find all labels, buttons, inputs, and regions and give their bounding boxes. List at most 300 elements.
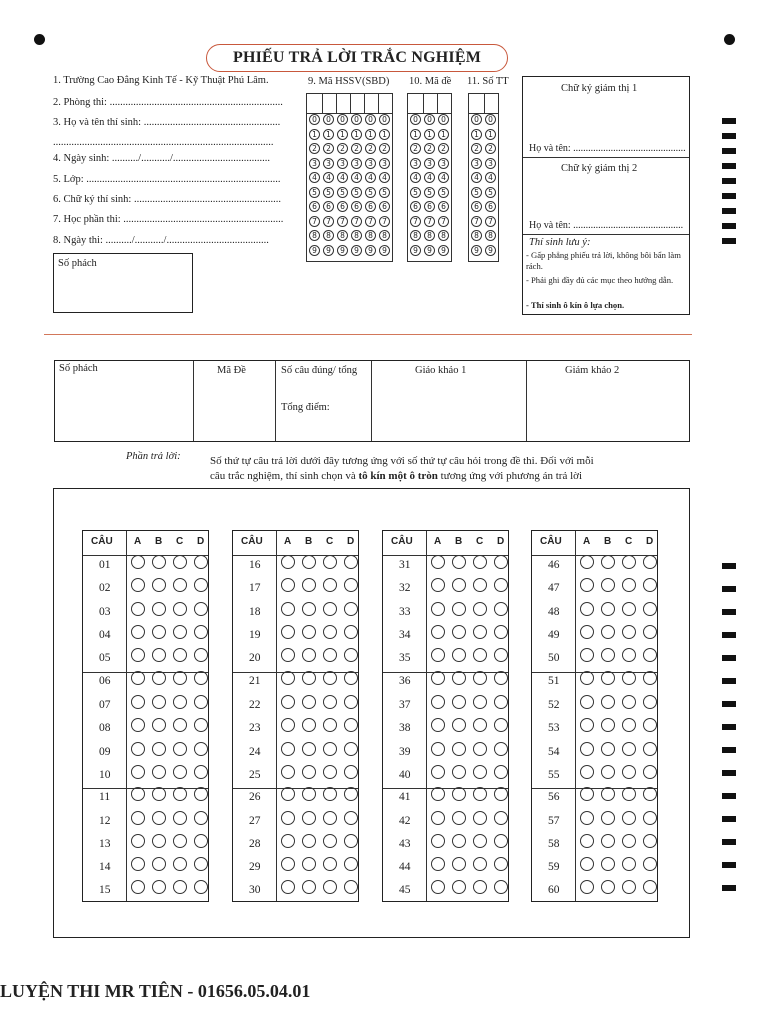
digit-bubble[interactable]: 8 <box>438 230 449 241</box>
answer-bubble[interactable] <box>281 765 295 779</box>
answer-bubble[interactable] <box>173 742 187 756</box>
answer-bubble[interactable] <box>431 787 445 801</box>
answer-bubble[interactable] <box>173 718 187 732</box>
answer-bubble[interactable] <box>323 555 337 569</box>
answer-bubble[interactable] <box>173 625 187 639</box>
answer-bubble[interactable] <box>302 787 316 801</box>
digit-bubble[interactable]: 2 <box>471 143 482 154</box>
answer-bubble[interactable] <box>473 834 487 848</box>
digit-bubble[interactable]: 5 <box>424 187 435 198</box>
answer-bubble[interactable] <box>601 787 615 801</box>
answer-bubble[interactable] <box>452 811 466 825</box>
answer-bubble[interactable] <box>452 718 466 732</box>
answer-bubble[interactable] <box>452 834 466 848</box>
digit-bubble[interactable]: 6 <box>438 201 449 212</box>
digit-bubble[interactable]: 3 <box>485 158 496 169</box>
answer-bubble[interactable] <box>152 742 166 756</box>
answer-bubble[interactable] <box>173 857 187 871</box>
answer-bubble[interactable] <box>643 625 657 639</box>
digit-bubble[interactable]: 3 <box>365 158 376 169</box>
answer-bubble[interactable] <box>473 811 487 825</box>
answer-bubble[interactable] <box>622 718 636 732</box>
digit-bubble[interactable]: 9 <box>337 245 348 256</box>
digit-bubble[interactable]: 3 <box>424 158 435 169</box>
digit-bubble[interactable]: 7 <box>365 216 376 227</box>
answer-bubble[interactable] <box>302 765 316 779</box>
digit-bubble[interactable]: 0 <box>337 114 348 125</box>
digit-bubble[interactable]: 3 <box>351 158 362 169</box>
answer-bubble[interactable] <box>601 648 615 662</box>
answer-bubble[interactable] <box>622 578 636 592</box>
digit-bubble[interactable]: 8 <box>365 230 376 241</box>
digit-bubble[interactable]: 6 <box>337 201 348 212</box>
answer-bubble[interactable] <box>131 742 145 756</box>
answer-bubble[interactable] <box>431 765 445 779</box>
answer-bubble[interactable] <box>302 811 316 825</box>
answer-bubble[interactable] <box>131 787 145 801</box>
digit-bubble[interactable]: 7 <box>410 216 421 227</box>
answer-bubble[interactable] <box>494 602 508 616</box>
answer-bubble[interactable] <box>643 648 657 662</box>
answer-bubble[interactable] <box>194 695 208 709</box>
answer-bubble[interactable] <box>302 671 316 685</box>
answer-bubble[interactable] <box>494 880 508 894</box>
digit-bubble[interactable]: 5 <box>471 187 482 198</box>
answer-bubble[interactable] <box>643 742 657 756</box>
digit-bubble[interactable]: 6 <box>424 201 435 212</box>
answer-bubble[interactable] <box>452 555 466 569</box>
digit-bubble[interactable]: 2 <box>323 143 334 154</box>
answer-bubble[interactable] <box>152 718 166 732</box>
answer-bubble[interactable] <box>431 671 445 685</box>
answer-bubble[interactable] <box>281 811 295 825</box>
digit-bubble[interactable]: 1 <box>379 129 390 140</box>
digit-bubble[interactable]: 2 <box>365 143 376 154</box>
answer-bubble[interactable] <box>452 648 466 662</box>
answer-bubble[interactable] <box>152 555 166 569</box>
answer-bubble[interactable] <box>601 695 615 709</box>
answer-bubble[interactable] <box>473 765 487 779</box>
answer-bubble[interactable] <box>452 578 466 592</box>
answer-bubble[interactable] <box>173 787 187 801</box>
answer-bubble[interactable] <box>302 648 316 662</box>
digit-bubble[interactable]: 2 <box>337 143 348 154</box>
answer-bubble[interactable] <box>323 834 337 848</box>
digit-bubble[interactable]: 7 <box>471 216 482 227</box>
answer-bubble[interactable] <box>580 671 594 685</box>
answer-bubble[interactable] <box>580 695 594 709</box>
answer-bubble[interactable] <box>431 695 445 709</box>
answer-bubble[interactable] <box>473 625 487 639</box>
digit-bubble[interactable]: 4 <box>323 172 334 183</box>
answer-bubble[interactable] <box>580 578 594 592</box>
digit-bubble[interactable]: 3 <box>471 158 482 169</box>
answer-bubble[interactable] <box>281 555 295 569</box>
digit-bubble[interactable]: 5 <box>485 187 496 198</box>
answer-bubble[interactable] <box>580 857 594 871</box>
answer-bubble[interactable] <box>281 857 295 871</box>
answer-bubble[interactable] <box>580 880 594 894</box>
digit-bubble[interactable]: 7 <box>309 216 320 227</box>
digit-bubble[interactable]: 9 <box>379 245 390 256</box>
answer-bubble[interactable] <box>643 880 657 894</box>
digit-bubble[interactable]: 6 <box>471 201 482 212</box>
answer-bubble[interactable] <box>622 648 636 662</box>
answer-bubble[interactable] <box>131 578 145 592</box>
answer-bubble[interactable] <box>152 787 166 801</box>
digit-bubble[interactable]: 7 <box>323 216 334 227</box>
digit-bubble[interactable]: 5 <box>309 187 320 198</box>
answer-bubble[interactable] <box>494 718 508 732</box>
answer-bubble[interactable] <box>452 787 466 801</box>
digit-bubble[interactable]: 9 <box>351 245 362 256</box>
answer-bubble[interactable] <box>601 555 615 569</box>
answer-bubble[interactable] <box>131 555 145 569</box>
answer-bubble[interactable] <box>281 880 295 894</box>
answer-bubble[interactable] <box>281 625 295 639</box>
answer-bubble[interactable] <box>494 811 508 825</box>
digit-bubble[interactable]: 5 <box>337 187 348 198</box>
digit-bubble[interactable]: 7 <box>424 216 435 227</box>
answer-bubble[interactable] <box>452 695 466 709</box>
answer-bubble[interactable] <box>302 834 316 848</box>
answer-bubble[interactable] <box>643 718 657 732</box>
digit-bubble[interactable]: 8 <box>379 230 390 241</box>
answer-bubble[interactable] <box>494 671 508 685</box>
answer-bubble[interactable] <box>302 602 316 616</box>
answer-bubble[interactable] <box>131 765 145 779</box>
answer-bubble[interactable] <box>622 625 636 639</box>
answer-bubble[interactable] <box>580 811 594 825</box>
answer-bubble[interactable] <box>344 857 358 871</box>
answer-bubble[interactable] <box>152 671 166 685</box>
answer-bubble[interactable] <box>281 648 295 662</box>
answer-bubble[interactable] <box>643 578 657 592</box>
digit-bubble[interactable]: 6 <box>485 201 496 212</box>
digit-bubble[interactable]: 6 <box>365 201 376 212</box>
answer-bubble[interactable] <box>131 834 145 848</box>
digit-bubble[interactable]: 9 <box>438 245 449 256</box>
answer-bubble[interactable] <box>194 857 208 871</box>
answer-bubble[interactable] <box>173 765 187 779</box>
answer-bubble[interactable] <box>344 742 358 756</box>
answer-bubble[interactable] <box>323 787 337 801</box>
answer-bubble[interactable] <box>323 671 337 685</box>
answer-bubble[interactable] <box>344 555 358 569</box>
answer-bubble[interactable] <box>152 648 166 662</box>
answer-bubble[interactable] <box>473 555 487 569</box>
digit-bubble[interactable]: 8 <box>337 230 348 241</box>
answer-bubble[interactable] <box>344 625 358 639</box>
digit-bubble[interactable]: 1 <box>309 129 320 140</box>
answer-bubble[interactable] <box>494 765 508 779</box>
answer-bubble[interactable] <box>622 834 636 848</box>
answer-bubble[interactable] <box>431 742 445 756</box>
answer-bubble[interactable] <box>323 765 337 779</box>
answer-bubble[interactable] <box>194 765 208 779</box>
answer-bubble[interactable] <box>580 625 594 639</box>
answer-bubble[interactable] <box>643 765 657 779</box>
answer-bubble[interactable] <box>494 625 508 639</box>
digit-bubble[interactable]: 0 <box>351 114 362 125</box>
digit-bubble[interactable]: 7 <box>337 216 348 227</box>
digit-bubble[interactable]: 8 <box>323 230 334 241</box>
answer-bubble[interactable] <box>323 602 337 616</box>
digit-bubble[interactable]: 0 <box>438 114 449 125</box>
answer-bubble[interactable] <box>323 718 337 732</box>
answer-bubble[interactable] <box>344 695 358 709</box>
digit-bubble[interactable]: 7 <box>379 216 390 227</box>
answer-bubble[interactable] <box>622 695 636 709</box>
answer-bubble[interactable] <box>473 857 487 871</box>
digit-bubble[interactable]: 9 <box>410 245 421 256</box>
answer-bubble[interactable] <box>622 880 636 894</box>
answer-bubble[interactable] <box>643 555 657 569</box>
answer-bubble[interactable] <box>452 765 466 779</box>
answer-bubble[interactable] <box>302 555 316 569</box>
answer-bubble[interactable] <box>431 811 445 825</box>
answer-bubble[interactable] <box>281 718 295 732</box>
digit-bubble[interactable]: 8 <box>410 230 421 241</box>
digit-bubble[interactable]: 4 <box>485 172 496 183</box>
digit-bubble[interactable]: 9 <box>424 245 435 256</box>
answer-bubble[interactable] <box>131 648 145 662</box>
answer-bubble[interactable] <box>323 811 337 825</box>
answer-bubble[interactable] <box>494 695 508 709</box>
answer-bubble[interactable] <box>431 602 445 616</box>
answer-bubble[interactable] <box>344 671 358 685</box>
digit-bubble[interactable]: 6 <box>379 201 390 212</box>
digit-bubble[interactable]: 6 <box>309 201 320 212</box>
digit-bubble[interactable]: 1 <box>424 129 435 140</box>
answer-bubble[interactable] <box>643 602 657 616</box>
answer-bubble[interactable] <box>302 625 316 639</box>
answer-bubble[interactable] <box>173 811 187 825</box>
digit-bubble[interactable]: 2 <box>379 143 390 154</box>
answer-bubble[interactable] <box>580 834 594 848</box>
answer-bubble[interactable] <box>601 625 615 639</box>
answer-bubble[interactable] <box>622 811 636 825</box>
answer-bubble[interactable] <box>622 765 636 779</box>
answer-bubble[interactable] <box>601 880 615 894</box>
answer-bubble[interactable] <box>601 834 615 848</box>
answer-bubble[interactable] <box>580 648 594 662</box>
answer-bubble[interactable] <box>494 555 508 569</box>
answer-bubble[interactable] <box>580 765 594 779</box>
digit-bubble[interactable]: 5 <box>410 187 421 198</box>
digit-bubble[interactable]: 1 <box>471 129 482 140</box>
answer-bubble[interactable] <box>194 811 208 825</box>
digit-bubble[interactable]: 6 <box>410 201 421 212</box>
answer-bubble[interactable] <box>173 648 187 662</box>
answer-bubble[interactable] <box>643 857 657 871</box>
answer-bubble[interactable] <box>323 695 337 709</box>
digit-bubble[interactable]: 4 <box>438 172 449 183</box>
digit-bubble[interactable]: 9 <box>485 245 496 256</box>
answer-bubble[interactable] <box>344 718 358 732</box>
digit-bubble[interactable]: 4 <box>337 172 348 183</box>
answer-bubble[interactable] <box>452 625 466 639</box>
answer-bubble[interactable] <box>494 742 508 756</box>
digit-bubble[interactable]: 4 <box>365 172 376 183</box>
answer-bubble[interactable] <box>643 811 657 825</box>
answer-bubble[interactable] <box>281 742 295 756</box>
answer-bubble[interactable] <box>494 787 508 801</box>
answer-bubble[interactable] <box>452 742 466 756</box>
answer-bubble[interactable] <box>131 695 145 709</box>
answer-bubble[interactable] <box>344 811 358 825</box>
answer-bubble[interactable] <box>473 880 487 894</box>
answer-bubble[interactable] <box>152 602 166 616</box>
answer-bubble[interactable] <box>302 578 316 592</box>
answer-bubble[interactable] <box>431 648 445 662</box>
digit-bubble[interactable]: 5 <box>323 187 334 198</box>
digit-bubble[interactable]: 4 <box>424 172 435 183</box>
answer-bubble[interactable] <box>194 834 208 848</box>
answer-bubble[interactable] <box>473 742 487 756</box>
answer-bubble[interactable] <box>131 811 145 825</box>
answer-bubble[interactable] <box>601 811 615 825</box>
digit-bubble[interactable]: 8 <box>309 230 320 241</box>
answer-bubble[interactable] <box>344 602 358 616</box>
digit-bubble[interactable]: 3 <box>379 158 390 169</box>
digit-bubble[interactable]: 0 <box>471 114 482 125</box>
answer-bubble[interactable] <box>580 718 594 732</box>
answer-bubble[interactable] <box>302 695 316 709</box>
answer-bubble[interactable] <box>601 671 615 685</box>
digit-bubble[interactable]: 1 <box>351 129 362 140</box>
answer-bubble[interactable] <box>622 857 636 871</box>
answer-bubble[interactable] <box>281 787 295 801</box>
answer-bubble[interactable] <box>131 718 145 732</box>
answer-bubble[interactable] <box>281 578 295 592</box>
answer-bubble[interactable] <box>131 671 145 685</box>
digit-bubble[interactable]: 5 <box>365 187 376 198</box>
digit-bubble[interactable]: 1 <box>337 129 348 140</box>
answer-bubble[interactable] <box>452 602 466 616</box>
answer-bubble[interactable] <box>580 555 594 569</box>
answer-bubble[interactable] <box>194 625 208 639</box>
answer-bubble[interactable] <box>473 602 487 616</box>
digit-bubble[interactable]: 3 <box>410 158 421 169</box>
digit-bubble[interactable]: 3 <box>309 158 320 169</box>
answer-bubble[interactable] <box>431 718 445 732</box>
digit-bubble[interactable]: 3 <box>337 158 348 169</box>
digit-bubble[interactable]: 8 <box>424 230 435 241</box>
digit-bubble[interactable]: 7 <box>438 216 449 227</box>
answer-bubble[interactable] <box>281 602 295 616</box>
answer-bubble[interactable] <box>173 671 187 685</box>
answer-bubble[interactable] <box>131 857 145 871</box>
answer-bubble[interactable] <box>152 695 166 709</box>
digit-bubble[interactable]: 0 <box>485 114 496 125</box>
answer-bubble[interactable] <box>431 834 445 848</box>
answer-bubble[interactable] <box>131 880 145 894</box>
answer-bubble[interactable] <box>580 602 594 616</box>
answer-bubble[interactable] <box>152 834 166 848</box>
answer-bubble[interactable] <box>323 857 337 871</box>
digit-bubble[interactable]: 4 <box>309 172 320 183</box>
answer-bubble[interactable] <box>431 880 445 894</box>
answer-bubble[interactable] <box>194 602 208 616</box>
answer-bubble[interactable] <box>473 671 487 685</box>
answer-bubble[interactable] <box>431 625 445 639</box>
answer-bubble[interactable] <box>622 602 636 616</box>
answer-bubble[interactable] <box>622 671 636 685</box>
answer-bubble[interactable] <box>643 695 657 709</box>
answer-bubble[interactable] <box>281 834 295 848</box>
digit-bubble[interactable]: 1 <box>323 129 334 140</box>
answer-bubble[interactable] <box>622 787 636 801</box>
digit-bubble[interactable]: 5 <box>351 187 362 198</box>
answer-bubble[interactable] <box>601 718 615 732</box>
answer-bubble[interactable] <box>173 880 187 894</box>
digit-bubble[interactable]: 0 <box>309 114 320 125</box>
digit-bubble[interactable]: 7 <box>351 216 362 227</box>
answer-bubble[interactable] <box>281 695 295 709</box>
answer-bubble[interactable] <box>494 834 508 848</box>
answer-bubble[interactable] <box>452 671 466 685</box>
answer-bubble[interactable] <box>473 648 487 662</box>
answer-bubble[interactable] <box>194 787 208 801</box>
digit-bubble[interactable]: 9 <box>471 245 482 256</box>
answer-bubble[interactable] <box>194 555 208 569</box>
answer-bubble[interactable] <box>580 742 594 756</box>
digit-bubble[interactable]: 8 <box>485 230 496 241</box>
answer-bubble[interactable] <box>344 765 358 779</box>
answer-bubble[interactable] <box>344 648 358 662</box>
answer-bubble[interactable] <box>452 857 466 871</box>
answer-bubble[interactable] <box>194 648 208 662</box>
answer-bubble[interactable] <box>152 857 166 871</box>
digit-bubble[interactable]: 2 <box>438 143 449 154</box>
answer-bubble[interactable] <box>601 602 615 616</box>
digit-bubble[interactable]: 1 <box>438 129 449 140</box>
answer-bubble[interactable] <box>323 625 337 639</box>
digit-bubble[interactable]: 6 <box>351 201 362 212</box>
answer-bubble[interactable] <box>323 742 337 756</box>
answer-bubble[interactable] <box>302 742 316 756</box>
answer-bubble[interactable] <box>494 648 508 662</box>
answer-bubble[interactable] <box>494 578 508 592</box>
answer-bubble[interactable] <box>622 742 636 756</box>
answer-bubble[interactable] <box>173 695 187 709</box>
digit-bubble[interactable]: 8 <box>471 230 482 241</box>
digit-bubble[interactable]: 2 <box>351 143 362 154</box>
answer-bubble[interactable] <box>601 857 615 871</box>
answer-bubble[interactable] <box>452 880 466 894</box>
answer-bubble[interactable] <box>344 880 358 894</box>
answer-bubble[interactable] <box>302 857 316 871</box>
answer-bubble[interactable] <box>431 578 445 592</box>
answer-bubble[interactable] <box>431 555 445 569</box>
digit-bubble[interactable]: 0 <box>323 114 334 125</box>
answer-bubble[interactable] <box>152 811 166 825</box>
answer-bubble[interactable] <box>173 602 187 616</box>
digit-bubble[interactable]: 0 <box>365 114 376 125</box>
digit-bubble[interactable]: 1 <box>485 129 496 140</box>
answer-bubble[interactable] <box>580 787 594 801</box>
digit-bubble[interactable]: 4 <box>410 172 421 183</box>
digit-bubble[interactable]: 1 <box>410 129 421 140</box>
digit-bubble[interactable]: 2 <box>424 143 435 154</box>
answer-bubble[interactable] <box>431 857 445 871</box>
digit-bubble[interactable]: 7 <box>485 216 496 227</box>
answer-bubble[interactable] <box>601 578 615 592</box>
answer-bubble[interactable] <box>643 834 657 848</box>
digit-bubble[interactable]: 4 <box>351 172 362 183</box>
answer-bubble[interactable] <box>323 648 337 662</box>
